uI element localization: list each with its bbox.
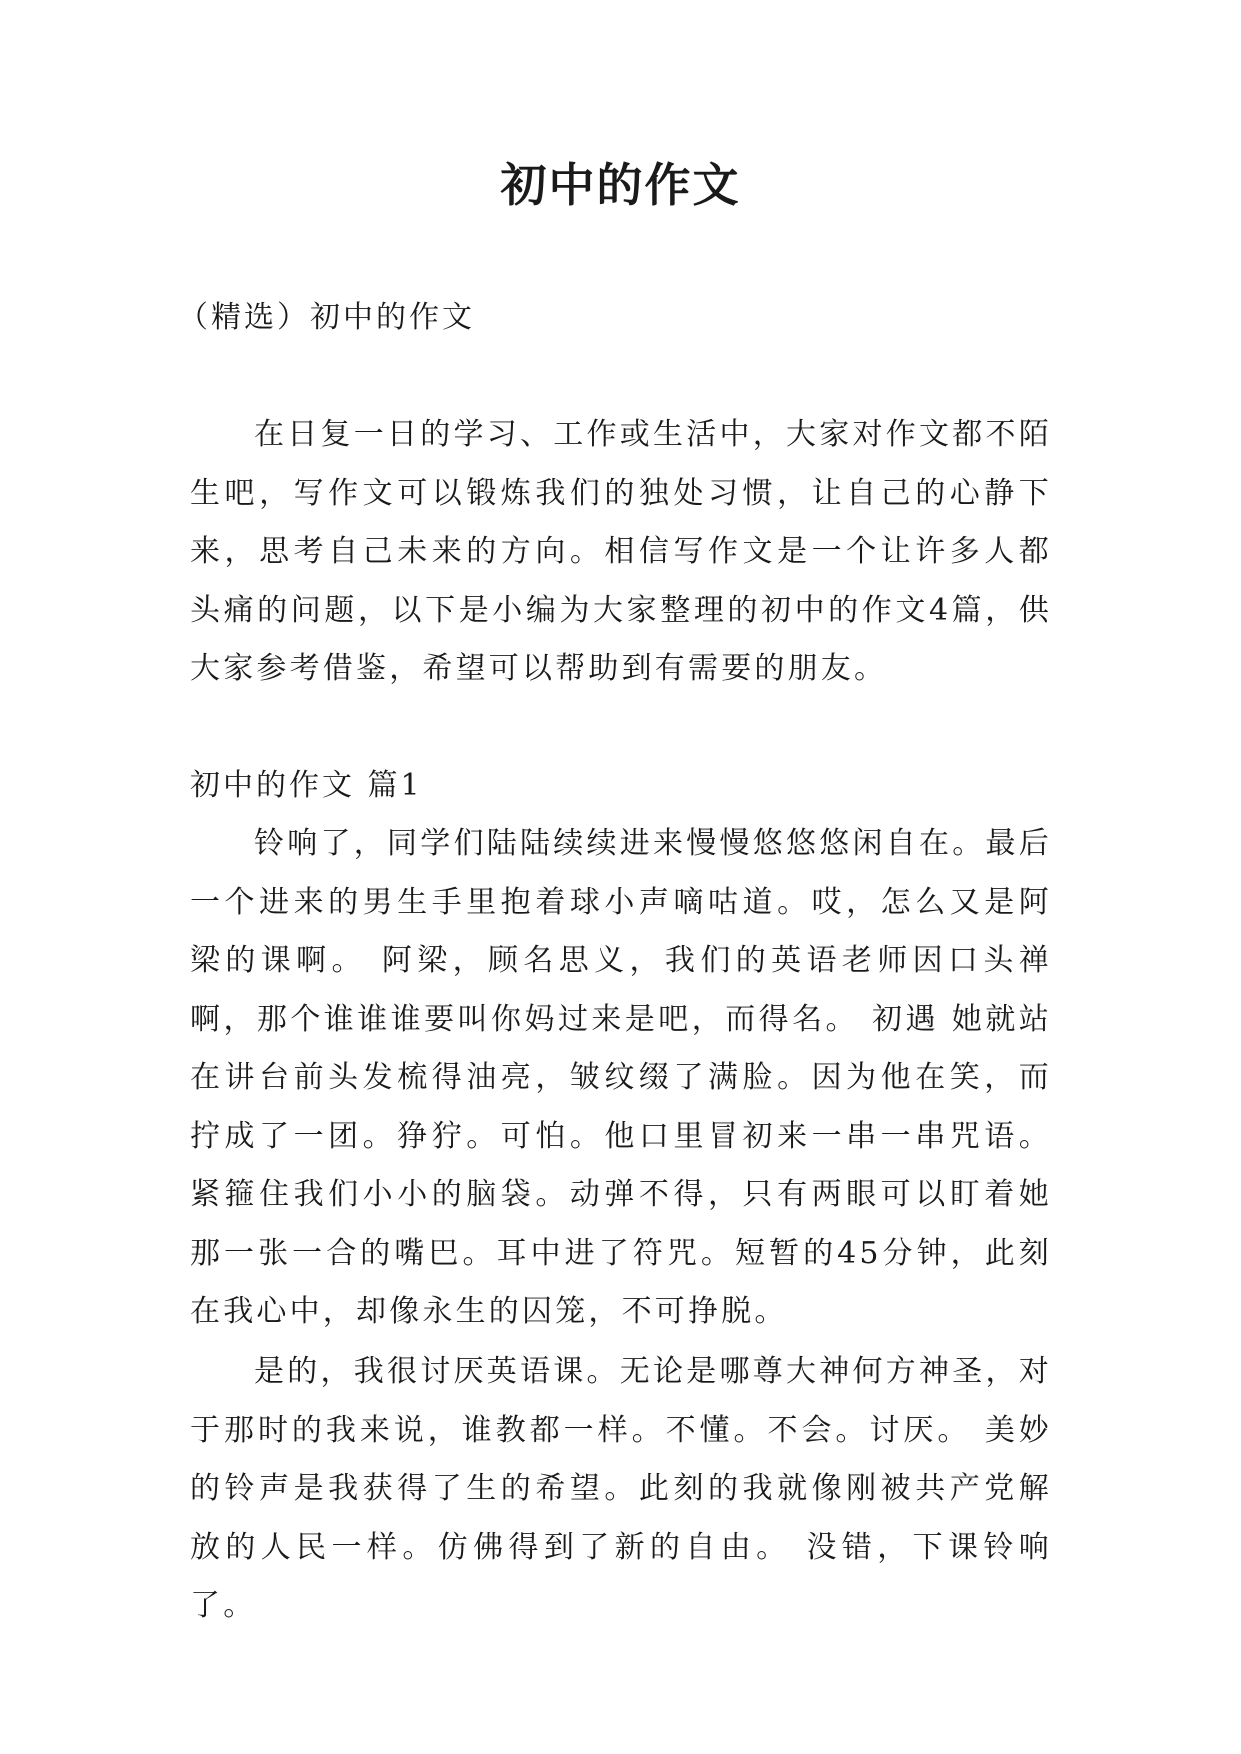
document-title: 初中的作文 (500, 158, 741, 212)
intro-paragraph: 在日复一日的学习、工作或生活中，大家对作文都不陌生吧，写作文可以锻炼我们的独处习惯，让自己的心静下来，思考自己未来的方向。相信写作文是一个让许多人都头痛的问题，以下是小编为大家整理的初中的作文4篇，供大家参考借鉴，希望可以帮助到有需要的朋友。 (190, 417, 1052, 686)
section-heading: 初中的作文 篇1 (190, 768, 423, 803)
body-paragraph-2: 是的，我很讨厌英语课。无论是哪尊大神何方神圣，对于那时的我来说，谁教都一样。不懂。不会。讨厌。 美妙的铃声是我获得了生的希望。此刻的我就像刚被共产党解放的人民一样。仿佛得到了新的自由。 没错，下课铃响了。 (190, 1354, 1052, 1623)
document-subtitle: （精选）初中的作文 (178, 300, 475, 335)
body-paragraph-1: 铃响了，同学们陆陆续续进来慢慢悠悠悠闲自在。最后一个进来的男生手里抱着球小声嘀咕道。哎，怎么又是阿梁的课啊。 阿梁，顾名思义，我们的英语老师因口头禅啊，那个谁谁谁要叫你妈过来是吧，而得名。 初遇 她就站在讲台前头发梳得油亮，皱纹缀了满脸。因为他在笑，而拧成了一团。狰狞。可怕。他口里冒初来一串一串咒语。紧箍住我们小小的脑袋。动弹不得，只有两眼可以盯着她那一张一合的嘴巴。耳中进了符咒。短暂的45分钟，此刻在我心中，却像永生的囚笼，不可挣脱。 (190, 826, 1052, 1329)
